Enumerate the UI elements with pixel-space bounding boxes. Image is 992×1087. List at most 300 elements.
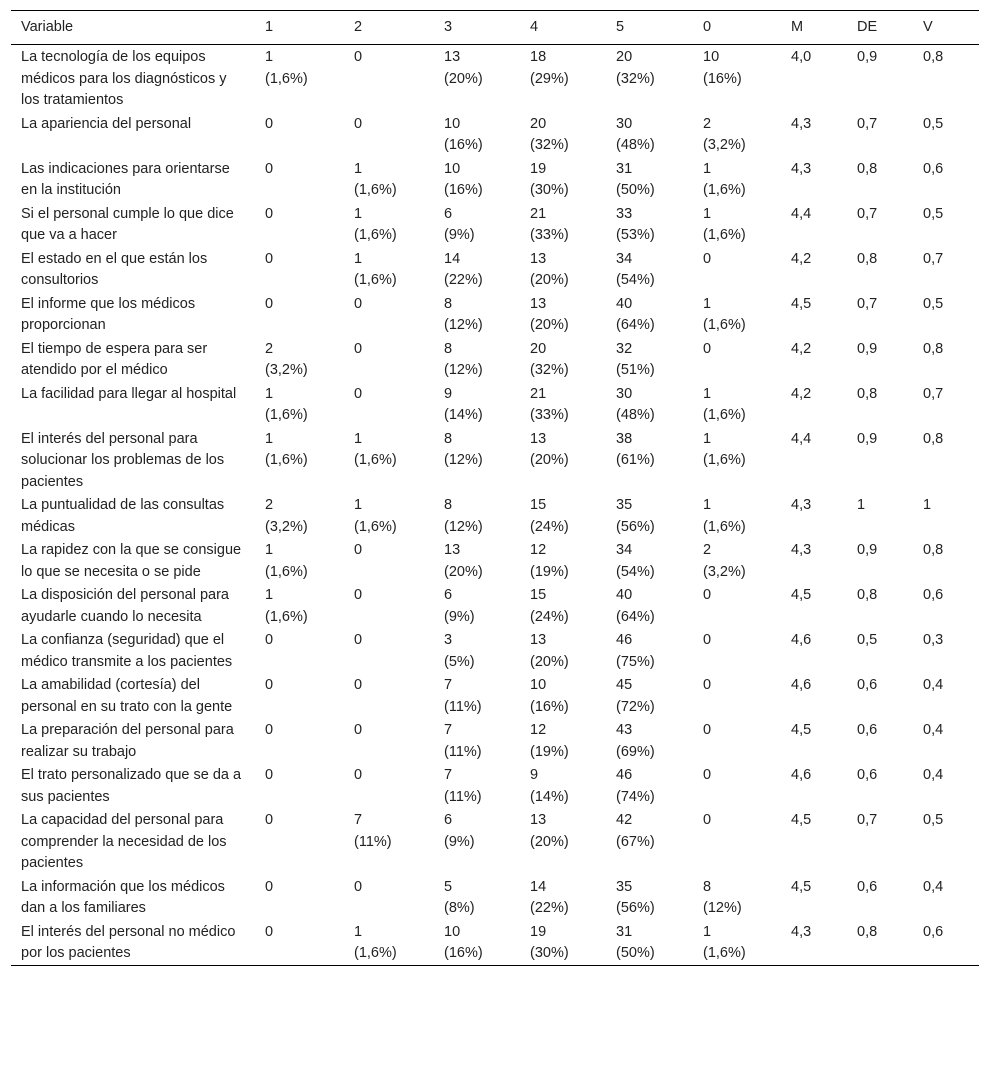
count-value: 2 [265, 497, 274, 513]
header-row [11, 11, 979, 45]
percent-value: (1,6%) [354, 452, 397, 468]
cell-score-5 [606, 583, 693, 628]
cell-score-2 [344, 202, 434, 247]
cell-score-5 [606, 875, 693, 920]
count-value: 40 [616, 295, 633, 312]
cell-score-5 [606, 202, 693, 247]
cell-std-dev: 0,8 [857, 385, 878, 402]
count-value: 0 [354, 767, 363, 783]
cell-score-5 [606, 538, 693, 583]
cell-score-2 [344, 157, 434, 202]
percent-value: (20%) [444, 70, 483, 87]
percent-value: (75%) [616, 653, 655, 670]
percent-value: (11%) [444, 698, 482, 715]
count-value: 0 [703, 632, 712, 648]
results-table [11, 10, 979, 966]
cell-variable: La rapidez con la que se consigue lo que se necesita o se pide [21, 542, 242, 580]
percent-value: (1,6%) [265, 70, 308, 87]
table-row [11, 202, 979, 247]
count-value: 1 [265, 542, 274, 558]
cell-score-4 [520, 382, 606, 427]
count-value: 1 [703, 923, 712, 940]
percent-value: (20%) [530, 833, 569, 850]
cell-mean: 4,6 [791, 632, 812, 648]
percent-value: (48%) [616, 137, 655, 153]
cell-variable: El estado en el que están los consultorios [21, 250, 208, 288]
percent-value: (9%) [444, 608, 475, 625]
percent-value: (74%) [616, 788, 655, 805]
count-value: 38 [616, 430, 633, 447]
count-value: 1 [265, 430, 274, 447]
count-value: 34 [616, 250, 633, 267]
cell-variance: 1 [923, 497, 932, 513]
count-value: 8 [703, 878, 712, 895]
count-value: 21 [530, 385, 547, 402]
count-value: 0 [354, 295, 363, 312]
cell-score-1 [255, 202, 344, 247]
percent-value: (1,6%) [265, 608, 308, 625]
count-value: 45 [616, 677, 633, 693]
table-row [11, 247, 979, 292]
cell-score-1 [255, 157, 344, 202]
cell-score-2 [344, 493, 434, 538]
percent-value: (1,6%) [703, 452, 746, 468]
count-value: 0 [354, 115, 363, 132]
percent-value: (32%) [616, 70, 655, 87]
cell-std-dev: 0,6 [857, 677, 878, 693]
cell-variable: El interés del personal no médico por los pacientes [21, 923, 236, 961]
count-value: 9 [530, 767, 539, 783]
cell-variable: La amabilidad (cortesía) del personal en su trato con la gente [21, 677, 233, 715]
cell-variance: 0,3 [923, 632, 944, 648]
cell-score-5 [606, 382, 693, 427]
cell-score-4 [520, 920, 606, 966]
cell-score-0 [693, 493, 781, 538]
cell-score-2 [344, 292, 434, 337]
cell-score-3 [434, 337, 520, 382]
percent-value: (16%) [444, 945, 483, 961]
count-value: 0 [703, 677, 712, 693]
cell-mean: 4,6 [791, 767, 812, 783]
cell-score-5 [606, 493, 693, 538]
percent-value: (50%) [616, 182, 655, 198]
cell-std-dev: 0,9 [857, 430, 878, 447]
count-value: 13 [530, 812, 547, 828]
cell-score-4 [520, 763, 606, 808]
count-value: 0 [354, 677, 363, 693]
cell-std-dev: 0,9 [857, 49, 878, 65]
table-row [11, 157, 979, 202]
count-value: 0 [265, 632, 274, 648]
cell-score-2 [344, 920, 434, 966]
cell-score-0 [693, 538, 781, 583]
count-value: 46 [616, 767, 633, 783]
cell-mean: 4,0 [791, 49, 812, 65]
percent-value: (29%) [530, 70, 569, 87]
cell-variance: 0,5 [923, 205, 944, 222]
cell-score-0 [693, 920, 781, 966]
percent-value: (30%) [530, 182, 569, 198]
cell-variable: La tecnología de los equipos médicos para los diagnósticos y los tratamientos [21, 49, 227, 108]
percent-value: (72%) [616, 698, 655, 715]
count-value: 1 [703, 205, 712, 222]
percent-value: (9%) [444, 833, 475, 850]
cell-mean: 4,4 [791, 430, 812, 447]
cell-score-5 [606, 247, 693, 292]
cell-mean: 4,3 [791, 923, 812, 940]
count-value: 33 [616, 205, 633, 222]
count-value: 13 [530, 250, 547, 267]
count-value: 1 [354, 250, 363, 267]
count-value: 0 [703, 340, 712, 357]
cell-score-1 [255, 112, 344, 157]
count-value: 19 [530, 160, 547, 177]
cell-score-3 [434, 45, 520, 112]
cell-score-5 [606, 808, 693, 875]
cell-std-dev: 0,7 [857, 205, 878, 222]
table-row [11, 718, 979, 763]
table-row [11, 337, 979, 382]
header-score-2: 2 [354, 19, 363, 35]
count-value: 1 [354, 923, 363, 940]
cell-score-3 [434, 763, 520, 808]
cell-score-0 [693, 202, 781, 247]
percent-value: (67%) [616, 833, 655, 850]
percent-value: (69%) [616, 743, 655, 760]
table-row [11, 493, 979, 538]
cell-score-4 [520, 673, 606, 718]
percent-value: (33%) [530, 227, 569, 243]
count-value: 20 [530, 340, 547, 357]
cell-mean: 4,5 [791, 722, 812, 738]
count-value: 0 [703, 812, 712, 828]
cell-score-5 [606, 427, 693, 494]
cell-std-dev: 0,8 [857, 250, 878, 267]
percent-value: (20%) [444, 563, 483, 580]
table-header [11, 11, 979, 45]
count-value: 2 [703, 115, 712, 132]
table-row [11, 45, 979, 112]
count-value: 1 [703, 385, 712, 402]
percent-value: (8%) [444, 900, 475, 916]
cell-variance: 0,5 [923, 295, 944, 312]
cell-score-0 [693, 427, 781, 494]
cell-score-3 [434, 112, 520, 157]
count-value: 0 [703, 722, 712, 738]
cell-mean: 4,3 [791, 160, 812, 177]
cell-score-3 [434, 247, 520, 292]
cell-score-2 [344, 628, 434, 673]
count-value: 0 [354, 49, 363, 65]
cell-variance: 0,8 [923, 430, 944, 447]
cell-score-3 [434, 292, 520, 337]
cell-variance: 0,8 [923, 49, 944, 65]
cell-mean: 4,3 [791, 497, 812, 513]
percent-value: (24%) [530, 608, 569, 625]
count-value: 20 [616, 49, 633, 65]
percent-value: (20%) [530, 317, 569, 333]
cell-score-2 [344, 718, 434, 763]
count-value: 7 [444, 722, 453, 738]
count-value: 46 [616, 632, 633, 648]
count-value: 0 [354, 878, 363, 895]
cell-score-5 [606, 292, 693, 337]
cell-std-dev: 0,8 [857, 923, 878, 940]
cell-std-dev: 0,6 [857, 722, 878, 738]
table-row [11, 427, 979, 494]
cell-score-5 [606, 628, 693, 673]
cell-variable: La información que los médicos dan a los familiares [21, 878, 225, 916]
count-value: 19 [530, 923, 547, 940]
cell-score-0 [693, 382, 781, 427]
cell-score-4 [520, 808, 606, 875]
cell-score-0 [693, 583, 781, 628]
cell-score-4 [520, 718, 606, 763]
cell-score-0 [693, 157, 781, 202]
cell-score-0 [693, 292, 781, 337]
cell-score-2 [344, 673, 434, 718]
cell-score-4 [520, 628, 606, 673]
cell-mean: 4,5 [791, 587, 812, 603]
percent-value: (54%) [616, 272, 655, 288]
percent-value: (12%) [444, 317, 483, 333]
cell-score-3 [434, 875, 520, 920]
cell-score-5 [606, 157, 693, 202]
count-value: 32 [616, 340, 633, 357]
cell-score-3 [434, 157, 520, 202]
cell-score-5 [606, 763, 693, 808]
cell-variance: 0,4 [923, 878, 944, 895]
cell-score-4 [520, 157, 606, 202]
percent-value: (20%) [530, 653, 569, 670]
percent-value: (1,6%) [703, 317, 746, 333]
cell-variance: 0,6 [923, 587, 944, 603]
count-value: 30 [616, 115, 633, 132]
table-row [11, 808, 979, 875]
count-value: 13 [530, 632, 547, 648]
cell-score-1 [255, 538, 344, 583]
count-value: 13 [530, 295, 547, 312]
count-value: 0 [265, 812, 274, 828]
cell-score-0 [693, 763, 781, 808]
cell-score-5 [606, 337, 693, 382]
cell-variable: La preparación del personal para realizar su trabajo [21, 722, 234, 760]
cell-score-1 [255, 45, 344, 112]
count-value: 10 [530, 677, 547, 693]
table-row [11, 538, 979, 583]
percent-value: (11%) [444, 788, 482, 805]
percent-value: (20%) [530, 272, 569, 288]
cell-score-2 [344, 538, 434, 583]
table-body [11, 45, 979, 966]
count-value: 34 [616, 542, 633, 558]
percent-value: (12%) [444, 362, 483, 378]
count-value: 1 [265, 49, 274, 65]
cell-score-2 [344, 45, 434, 112]
count-value: 1 [265, 587, 274, 603]
percent-value: (64%) [616, 608, 655, 625]
count-value: 18 [530, 49, 547, 65]
count-value: 20 [530, 115, 547, 132]
cell-score-4 [520, 202, 606, 247]
cell-score-5 [606, 920, 693, 966]
percent-value: (11%) [444, 743, 482, 760]
cell-score-4 [520, 493, 606, 538]
percent-value: (1,6%) [703, 227, 746, 243]
cell-score-0 [693, 673, 781, 718]
cell-std-dev: 0,7 [857, 295, 878, 312]
count-value: 0 [354, 632, 363, 648]
table-row [11, 763, 979, 808]
count-value: 1 [703, 430, 712, 447]
cell-variable: La puntualidad de las consultas médicas [21, 497, 225, 535]
header-mean: M [791, 19, 804, 35]
percent-value: (56%) [616, 900, 655, 916]
count-value: 30 [616, 385, 633, 402]
percent-value: (53%) [616, 227, 655, 243]
percent-value: (1,6%) [265, 452, 308, 468]
cell-score-3 [434, 673, 520, 718]
count-value: 10 [444, 923, 461, 940]
count-value: 7 [444, 767, 453, 783]
cell-score-2 [344, 337, 434, 382]
count-value: 0 [265, 767, 274, 783]
header-variance: V [923, 19, 933, 35]
cell-score-0 [693, 875, 781, 920]
count-value: 0 [265, 878, 274, 895]
table-row [11, 112, 979, 157]
cell-score-1 [255, 718, 344, 763]
count-value: 1 [354, 430, 363, 447]
cell-score-1 [255, 763, 344, 808]
count-value: 0 [354, 587, 363, 603]
percent-value: (16%) [530, 698, 569, 715]
cell-variance: 0,6 [923, 923, 944, 940]
count-value: 15 [530, 497, 547, 513]
percent-value: (54%) [616, 563, 655, 580]
percent-value: (1,6%) [703, 407, 746, 423]
cell-score-4 [520, 427, 606, 494]
cell-variable: La apariencia del personal [21, 115, 192, 132]
percent-value: (3,2%) [703, 137, 746, 153]
header-score-5: 5 [616, 19, 625, 35]
count-value: 6 [444, 812, 453, 828]
cell-std-dev: 0,8 [857, 160, 878, 177]
cell-score-1 [255, 628, 344, 673]
cell-variance: 0,4 [923, 677, 944, 693]
percent-value: (56%) [616, 518, 655, 535]
table-row [11, 628, 979, 673]
table-row [11, 382, 979, 427]
cell-score-1 [255, 808, 344, 875]
percent-value: (51%) [616, 362, 655, 378]
cell-score-3 [434, 427, 520, 494]
cell-std-dev: 0,9 [857, 340, 878, 357]
cell-std-dev: 0,7 [857, 115, 878, 132]
cell-score-2 [344, 112, 434, 157]
cell-score-1 [255, 427, 344, 494]
cell-std-dev: 0,9 [857, 542, 878, 558]
cell-score-2 [344, 763, 434, 808]
cell-variance: 0,8 [923, 340, 944, 357]
count-value: 14 [530, 878, 547, 895]
percent-value: (11%) [354, 833, 392, 850]
cell-mean: 4,5 [791, 295, 812, 312]
cell-variable: El tiempo de espera para ser atendido por el médico [21, 340, 208, 378]
count-value: 0 [265, 250, 274, 267]
cell-mean: 4,5 [791, 878, 812, 895]
count-value: 21 [530, 205, 547, 222]
cell-score-1 [255, 583, 344, 628]
cell-mean: 4,3 [791, 542, 812, 558]
count-value: 3 [444, 632, 453, 648]
cell-variable: La confianza (seguridad) que el médico transmite a los pacientes [21, 632, 233, 670]
percent-value: (32%) [530, 137, 569, 153]
cell-score-0 [693, 808, 781, 875]
cell-variable: El interés del personal para solucionar los problemas de los pacientes [21, 430, 225, 490]
cell-std-dev: 0,6 [857, 767, 878, 783]
percent-value: (16%) [444, 137, 483, 153]
cell-variance: 0,6 [923, 160, 944, 177]
count-value: 1 [703, 295, 712, 312]
percent-value: (22%) [444, 272, 483, 288]
cell-variable: La capacidad del personal para comprender la necesidad de los pacientes [21, 812, 227, 871]
cell-variable: Las indicaciones para orientarse en la institución [21, 160, 230, 198]
count-value: 0 [265, 205, 274, 222]
count-value: 0 [703, 587, 712, 603]
cell-std-dev: 0,6 [857, 878, 878, 895]
percent-value: (50%) [616, 945, 655, 961]
cell-score-5 [606, 45, 693, 112]
count-value: 0 [703, 250, 712, 267]
cell-score-3 [434, 202, 520, 247]
percent-value: (32%) [530, 362, 569, 378]
count-value: 31 [616, 923, 633, 940]
cell-score-3 [434, 808, 520, 875]
cell-score-5 [606, 112, 693, 157]
cell-score-0 [693, 337, 781, 382]
count-value: 40 [616, 587, 633, 603]
results-table-container [11, 10, 979, 966]
count-value: 6 [444, 205, 453, 222]
percent-value: (1,6%) [703, 945, 746, 961]
count-value: 14 [444, 250, 461, 267]
cell-score-1 [255, 920, 344, 966]
percent-value: (12%) [444, 452, 483, 468]
cell-score-0 [693, 628, 781, 673]
percent-value: (12%) [703, 900, 742, 916]
cell-score-1 [255, 493, 344, 538]
percent-value: (1,6%) [703, 518, 746, 535]
percent-value: (1,6%) [265, 407, 308, 423]
count-value: 2 [265, 340, 274, 357]
count-value: 7 [444, 677, 453, 693]
cell-variable: La disposición del personal para ayudarle cuando lo necesita [21, 587, 229, 625]
cell-score-1 [255, 337, 344, 382]
header-score-4: 4 [530, 19, 539, 35]
count-value: 0 [265, 722, 274, 738]
percent-value: (5%) [444, 653, 475, 670]
count-value: 1 [703, 497, 712, 513]
cell-std-dev: 0,5 [857, 632, 878, 648]
cell-score-0 [693, 247, 781, 292]
cell-score-1 [255, 247, 344, 292]
count-value: 0 [354, 385, 363, 402]
count-value: 8 [444, 295, 453, 312]
cell-score-0 [693, 45, 781, 112]
count-value: 1 [265, 385, 274, 402]
count-value: 0 [354, 722, 363, 738]
